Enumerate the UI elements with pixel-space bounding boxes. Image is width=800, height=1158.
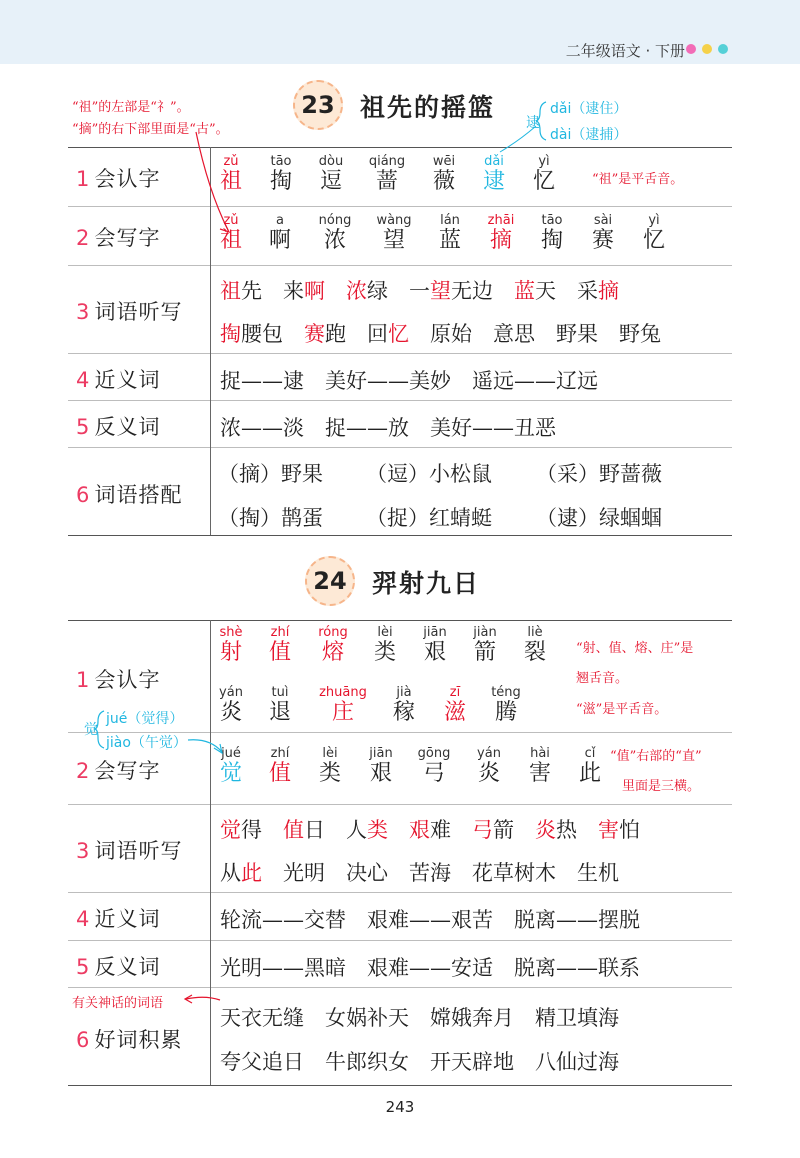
section-number: 5 <box>76 415 90 439</box>
section-label: 会认字 <box>94 167 161 191</box>
dictation-row: 从此 光明 决心 苦海 花草树木 生机 <box>220 861 619 885</box>
pinyin: wàng <box>376 213 412 228</box>
hanzi: 滋 <box>443 700 466 725</box>
hanzi: 类 <box>318 761 341 786</box>
pinyin: yì <box>648 213 660 228</box>
hanzi: 薇 <box>432 169 455 194</box>
section-number: 3 <box>76 839 90 863</box>
hanzi: 熔 <box>321 640 344 665</box>
pinyin: liè <box>527 625 543 640</box>
lesson-title: 羿射九日 <box>372 569 481 598</box>
pinyin: zī <box>449 685 461 700</box>
polyphone-reading-1: dǎi（逮住） <box>550 101 628 117</box>
dictation-row: 觉得 值日 人类 艰难 弓箭 炎热 害怕 <box>220 818 640 842</box>
section-label: 会写字 <box>94 226 161 250</box>
synonyms-row: 捉——逮 美好——美妙 遥远——辽远 <box>220 369 598 393</box>
section-label: 好词积累 <box>94 1028 183 1052</box>
hanzi: 艰 <box>369 761 392 786</box>
pinyin: zhí <box>270 625 290 640</box>
brace-dai <box>536 102 546 140</box>
pinyin: jiān <box>369 746 393 761</box>
pinyin: yì <box>538 154 550 169</box>
collocation-item: （采）野蔷薇 <box>536 462 662 486</box>
hanzi: 射 <box>219 640 242 665</box>
pinyin: zhāi <box>487 213 515 228</box>
polyphone-reading-2: jiào（午觉） <box>106 735 187 751</box>
pinyin: jiàn <box>473 625 497 640</box>
hanzi: 值 <box>268 761 291 786</box>
hanzi: 炎 <box>219 700 242 725</box>
good-words-row: 天衣无缝 女娲补天 嫦娥奔月 精卫填海 <box>220 1006 619 1030</box>
pinyin: wēi <box>432 154 456 169</box>
section-number: 4 <box>76 368 90 392</box>
pinyin: dòu <box>318 154 344 169</box>
pinyin: yán <box>477 746 501 761</box>
section-label: 会写字 <box>94 759 161 783</box>
section-label: 近义词 <box>94 907 161 931</box>
pinyin: jué <box>221 746 241 761</box>
polyphone-char: 逮 <box>526 115 540 131</box>
good-words-row: 夸父追日 牛郎织女 开天辟地 八仙过海 <box>220 1050 619 1074</box>
note-zhi-part: “值”右部的“直” <box>610 749 702 764</box>
dictation-row: 掏腰包 赛跑 回忆 原始 意思 野果 野兔 <box>220 322 661 346</box>
hanzi: 逗 <box>319 169 342 194</box>
section-label: 词语听写 <box>94 300 183 324</box>
collocation-item: （捉）红蜻蜓 <box>366 506 492 530</box>
pinyin: sài <box>593 213 613 228</box>
hanzi: 退 <box>268 700 291 725</box>
antonyms-row: 浓——淡 捉——放 美好——丑恶 <box>220 416 556 440</box>
pinyin: zhuāng <box>319 685 367 700</box>
note-zu-radical: “祖”的左部是“礻”。 <box>72 100 190 115</box>
pinyin: hài <box>530 746 550 761</box>
page-number: 243 <box>385 1098 415 1116</box>
brace-jue <box>95 711 104 748</box>
pinyin: zǔ <box>223 213 239 228</box>
hanzi: 裂 <box>523 640 546 665</box>
section-number: 2 <box>76 759 90 783</box>
polyphone-char: 觉 <box>84 722 98 738</box>
pinyin: gōng <box>417 746 451 761</box>
note-zi-flat: “滋”是平舌音。 <box>576 702 668 717</box>
hanzi: 艰 <box>423 640 446 665</box>
hanzi: 逮 <box>482 169 505 194</box>
pinyin: tuì <box>271 685 289 700</box>
collocation-item: （掏）鹊蛋 <box>218 506 323 530</box>
hanzi: 炎 <box>477 761 500 786</box>
note-zhai-part: “摘”的右下部里面是“古”。 <box>72 122 229 137</box>
hanzi: 赛 <box>591 228 614 253</box>
arrow-myth <box>186 997 220 1000</box>
section-label: 近义词 <box>94 368 161 392</box>
hanzi: 害 <box>528 761 551 786</box>
collocation-item: （逮）绿蝈蝈 <box>536 506 662 530</box>
synonyms-row: 轮流——交替 艰难——艰苦 脱离——摆脱 <box>220 908 640 932</box>
pinyin: cǐ <box>584 746 596 761</box>
hanzi: 浓 <box>323 228 346 253</box>
section-label: 反义词 <box>94 955 161 979</box>
section-number: 3 <box>76 300 90 324</box>
collocation-item: （摘）野果 <box>218 462 323 486</box>
hanzi: 觉 <box>219 761 242 786</box>
pinyin: lèi <box>377 625 393 640</box>
hanzi: 祖 <box>219 228 242 253</box>
hanzi: 掏 <box>269 169 292 194</box>
pinyin: nóng <box>318 213 352 228</box>
section-label: 词语听写 <box>94 839 183 863</box>
section-label: 词语搭配 <box>94 483 183 507</box>
hanzi: 稼 <box>392 700 415 725</box>
hanzi: 蓝 <box>438 228 461 253</box>
hanzi: 望 <box>382 228 405 253</box>
hanzi: 庄 <box>331 700 354 725</box>
dictation-row: 祖先 来啊 浓绿 一望无边 蓝天 采摘 <box>220 279 619 303</box>
lesson-number-badge: 23 <box>293 80 343 130</box>
pinyin: dǎi <box>484 154 504 169</box>
section-number: 6 <box>76 1028 90 1052</box>
section-number: 2 <box>76 226 90 250</box>
section-number: 6 <box>76 483 90 507</box>
note-retroflex-2: 翘舌音。 <box>576 671 629 686</box>
section-label: 会认字 <box>94 668 161 692</box>
section-label: 反义词 <box>94 415 161 439</box>
pinyin: jià <box>396 685 412 700</box>
note-myth-words: 有关神话的词语 <box>72 996 164 1011</box>
lesson-title: 祖先的摇篮 <box>360 93 496 122</box>
hanzi: 祖 <box>219 169 242 194</box>
hanzi: 啊 <box>268 228 291 253</box>
hanzi: 忆 <box>532 169 555 194</box>
pinyin: a <box>276 213 284 228</box>
hanzi: 蔷 <box>375 169 398 194</box>
note-zu-flat-tongue: “祖”是平舌音。 <box>592 172 684 187</box>
pinyin: lèi <box>322 746 338 761</box>
pinyin: qiáng <box>368 154 406 169</box>
collocation-item: （逗）小松鼠 <box>366 462 492 486</box>
hanzi: 忆 <box>642 228 665 253</box>
arrowhead <box>220 222 229 232</box>
hanzi: 箭 <box>473 640 496 665</box>
pinyin: tāo <box>541 213 563 228</box>
subject-label: 二年级语文 · 下册 <box>565 42 685 60</box>
note-three-strokes: 里面是三横。 <box>622 779 701 794</box>
hanzi: 类 <box>373 640 396 665</box>
section-number: 5 <box>76 955 90 979</box>
arrow-dai <box>500 126 536 152</box>
polyphone-reading-1: jué（觉得） <box>106 711 184 727</box>
hanzi: 掏 <box>540 228 563 253</box>
section-number: 4 <box>76 907 90 931</box>
section-number: 1 <box>76 167 90 191</box>
pinyin: shè <box>219 625 243 640</box>
note-retroflex-1: “射、值、熔、庄”是 <box>576 641 694 656</box>
pinyin: téng <box>491 685 521 700</box>
polyphone-reading-2: dài（逮捕） <box>550 127 628 143</box>
pinyin: yán <box>219 685 243 700</box>
antonyms-row: 光明——黑暗 艰难——安适 脱离——联系 <box>220 956 640 980</box>
pinyin: lán <box>440 213 460 228</box>
pinyin: zǔ <box>223 154 239 169</box>
pinyin: jiān <box>423 625 447 640</box>
pinyin: róng <box>318 625 348 640</box>
hanzi: 腾 <box>494 700 517 725</box>
pinyin: zhí <box>270 746 290 761</box>
section-number: 1 <box>76 668 90 692</box>
pinyin: tāo <box>270 154 292 169</box>
hanzi: 此 <box>578 761 601 786</box>
hanzi: 值 <box>268 640 291 665</box>
arrow-zu <box>196 132 228 230</box>
hanzi: 摘 <box>489 228 512 253</box>
hanzi: 弓 <box>422 761 445 786</box>
lesson-number-badge: 24 <box>305 556 355 606</box>
